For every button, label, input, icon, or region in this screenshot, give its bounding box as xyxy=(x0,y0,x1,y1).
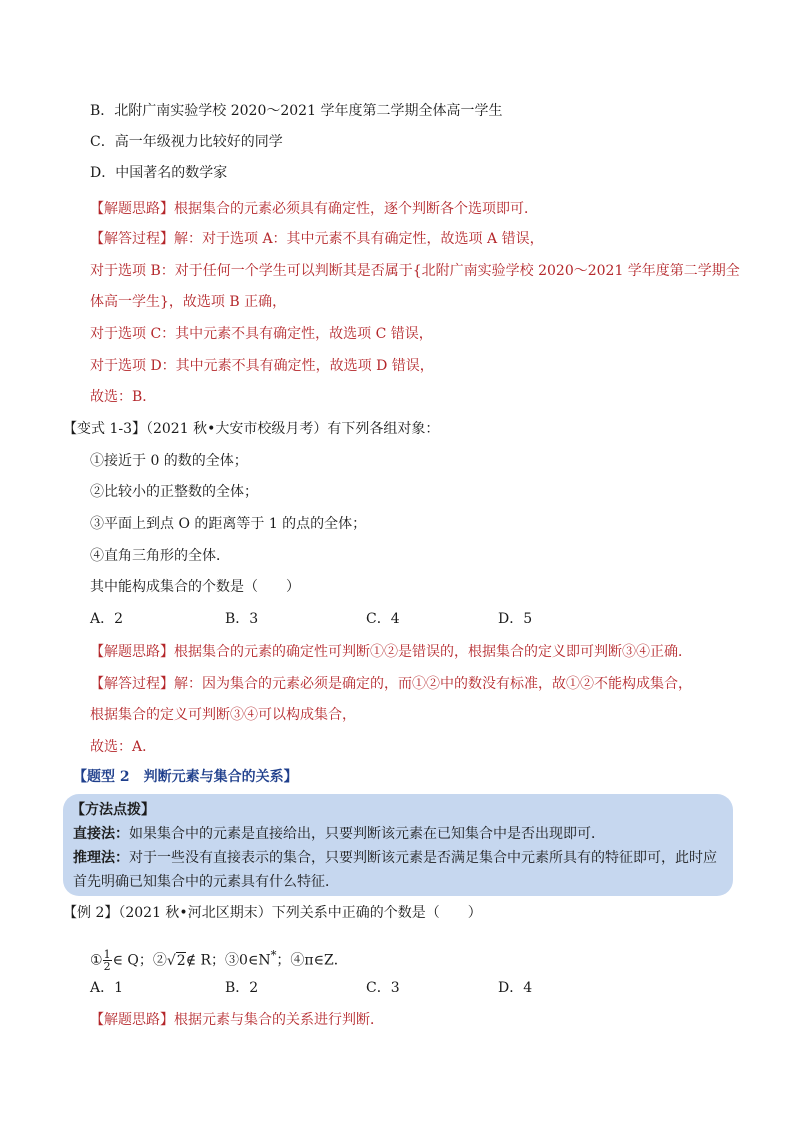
expr-s2: ∉ R；③0∈N xyxy=(185,952,271,969)
ex1-process-line-2: 体高一学生}，故选项 B 正确， xyxy=(90,294,287,310)
example2-idea-label: 【解题思路】 xyxy=(90,1012,174,1028)
variant-item-3: ④直角三角形的全体． xyxy=(90,548,230,564)
sqrt-radicand: 2 xyxy=(176,952,186,969)
variant-item-2: ③平面上到点 O 的距离等于 1 的点的全体； xyxy=(90,516,367,532)
example2-idea-text: 根据元素与集合的关系进行判断． xyxy=(174,1012,384,1028)
variant-item-1: ②比较小的正整数的全体； xyxy=(90,484,258,500)
variant-option-b: B．3 xyxy=(225,611,259,627)
fraction-numerator: 1 xyxy=(103,948,111,962)
ex1-idea-text: 根据集合的元素必须具有确定性，逐个判断各个选项即可． xyxy=(174,201,538,217)
expr-p1: ① xyxy=(90,952,103,969)
variant-option-c: C．4 xyxy=(366,611,400,627)
expr-s3: ；④π∈Z． xyxy=(276,952,348,969)
fraction xyxy=(103,949,112,972)
option-d-top: D．中国著名的数学家 xyxy=(90,165,228,181)
example2-option-d: D．4 xyxy=(498,980,533,996)
variant-idea-label: 【解题思路】 xyxy=(90,644,174,660)
variant-process xyxy=(90,674,692,694)
callout-infer xyxy=(73,848,717,868)
expr-s1: ∈ Q；② xyxy=(112,952,167,969)
ex1-idea xyxy=(90,199,538,219)
callout-direct-text: 如果集合中的元素是直接给出，只要判断该元素在已知集合中是否出现即可． xyxy=(129,826,605,842)
expr-sup: * xyxy=(270,948,277,962)
ex1-process-line-5: 故选：B． xyxy=(90,389,157,405)
variant-title: 【变式 1-3】（2021 秋•大安市校级月考）有下列各组对象： xyxy=(63,421,440,437)
ex1-process xyxy=(90,229,544,249)
sqrt-symbol: √2 xyxy=(166,952,186,969)
variant-idea-text: 根据集合的元素的确定性可判断①②是错误的，根据集合的定义即可判断③④正确． xyxy=(174,644,692,660)
ex1-idea-label: 【解题思路】 xyxy=(90,201,174,217)
variant-idea xyxy=(90,642,692,662)
ex1-process-line-4: 对于选项 D：其中元素不具有确定性，故选项 D 错误， xyxy=(90,358,434,374)
variant-item-0: ①接近于 0 的数的全体； xyxy=(90,453,248,469)
callout-infer-text: 对于一些没有直接表示的集合，只要判断该元素是否满足集合中元素所具有的特征即可，此时应 xyxy=(129,850,717,866)
callout-title: 【方法点拨】 xyxy=(71,802,155,818)
fraction-denominator: 2 xyxy=(103,960,111,974)
example2-idea xyxy=(90,1010,384,1030)
callout-direct xyxy=(73,824,605,844)
example2-option-c: C．3 xyxy=(366,980,400,996)
variant-option-a: A．2 xyxy=(90,611,124,627)
section-title: 【题型 2 判断元素与集合的关系】 xyxy=(73,769,298,785)
variant-process-line-0: 解：因为集合的元素必须是确定的，而①②中的数没有标准，故①②不能构成集合， xyxy=(174,676,692,692)
variant-question: 其中能构成集合的个数是（ ） xyxy=(90,579,300,595)
variant-process-line-2: 故选：A． xyxy=(90,739,157,755)
example2-option-b: B．2 xyxy=(225,980,259,996)
variant-process-label: 【解答过程】 xyxy=(90,676,174,692)
ex1-process-line-3: 对于选项 C：其中元素不具有确定性，故选项 C 错误， xyxy=(90,326,433,342)
example2-expression xyxy=(90,942,348,974)
option-b-top: B．北附广南实验学校 2020～2021 学年度第二学期全体高一学生 xyxy=(90,103,503,119)
variant-process-line-1: 根据集合的定义可判断③④可以构成集合， xyxy=(90,707,356,723)
callout-direct-label: 直接法： xyxy=(73,826,129,842)
variant-option-d: D．5 xyxy=(498,611,533,627)
ex1-process-line-1: 对于选项 B：对于任何一个学生可以判断其是否属于{北附广南实验学校 2020～2021 学年度第二学期全 xyxy=(90,263,740,279)
option-c-top: C．高一年级视力比较好的同学 xyxy=(90,134,283,150)
ex1-process-line-0: 解：对于选项 A：其中元素不具有确定性，故选项 A 错误， xyxy=(174,231,544,247)
callout-infer-label: 推理法： xyxy=(73,850,129,866)
ex1-process-label: 【解答过程】 xyxy=(90,231,174,247)
callout-infer-text-2: 首先明确已知集合中的元素具有什么特征． xyxy=(73,874,339,890)
example2-option-a: A．1 xyxy=(90,980,124,996)
method-callout xyxy=(63,794,733,896)
example2-title: 【例 2】（2021 秋•河北区期末）下列关系中正确的个数是（ ） xyxy=(63,905,482,921)
